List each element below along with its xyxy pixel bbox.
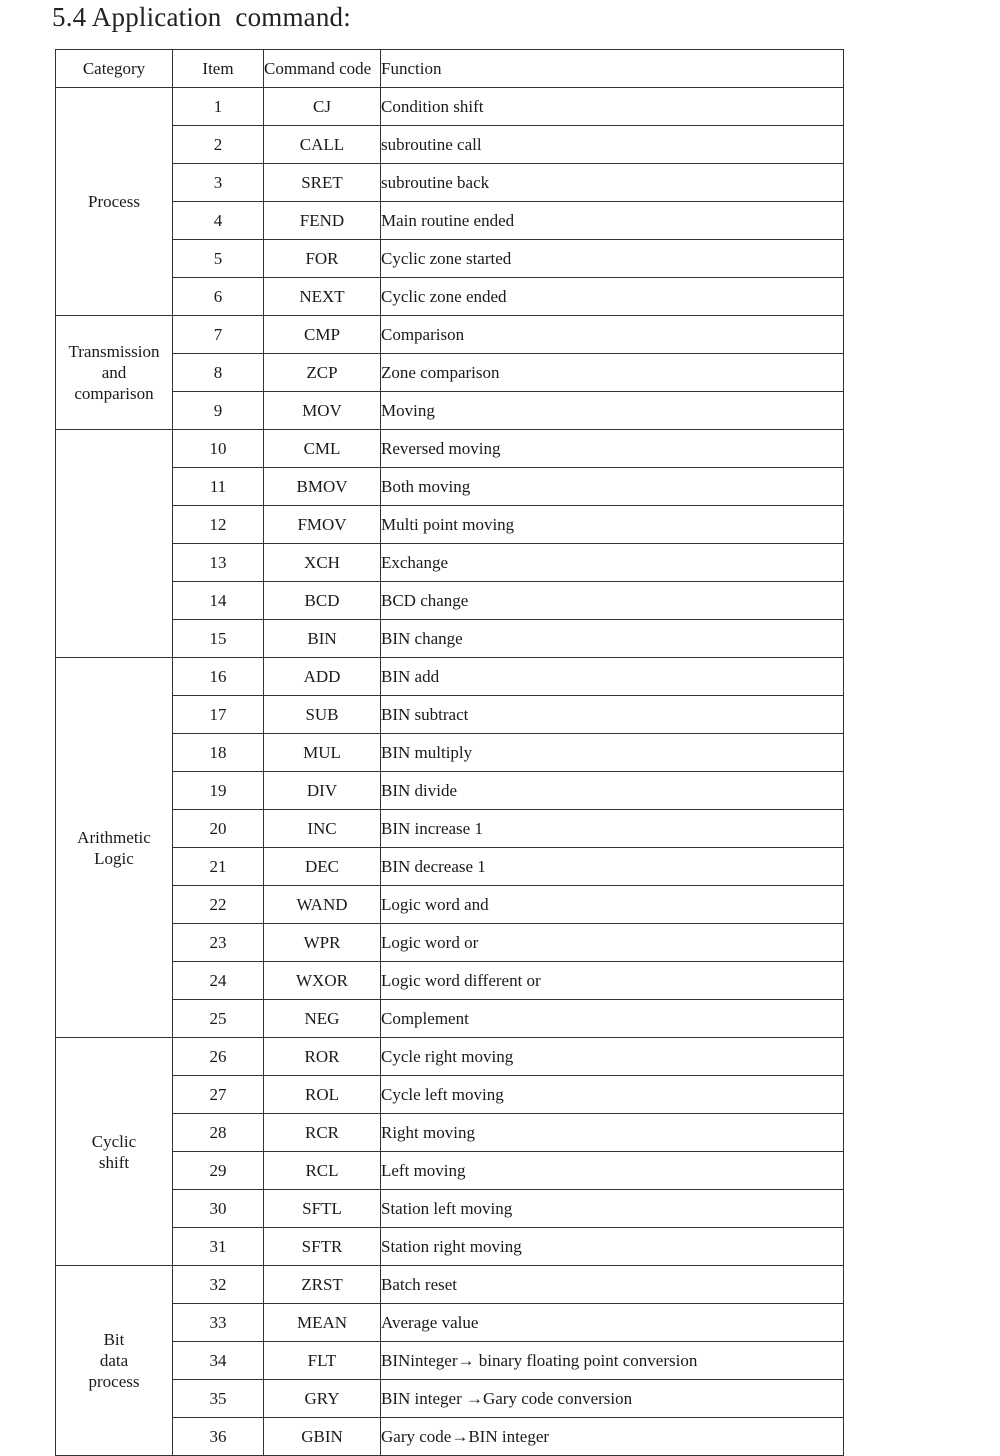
item-number-cell: 26 (173, 1038, 264, 1076)
table-row (56, 392, 844, 430)
command-code-cell: SFTR (264, 1228, 381, 1266)
table-row (56, 1380, 844, 1418)
item-number-cell: 30 (173, 1190, 264, 1228)
command-code-cell: ADD (264, 658, 381, 696)
item-number-cell: 6 (173, 278, 264, 316)
item-number-cell: 8 (173, 354, 264, 392)
function-cell: BINinteger→ binary floating point conversion (381, 1342, 844, 1380)
table-row (56, 1000, 844, 1038)
function-cell: Complement (381, 1000, 844, 1038)
function-cell: Both moving (381, 468, 844, 506)
command-code-cell: DIV (264, 772, 381, 810)
command-code-cell: BIN (264, 620, 381, 658)
command-code-cell: FLT (264, 1342, 381, 1380)
item-number-cell: 12 (173, 506, 264, 544)
item-number-cell: 14 (173, 582, 264, 620)
item-number-cell: 35 (173, 1380, 264, 1418)
item-number-cell: 13 (173, 544, 264, 582)
command-code-cell: BCD (264, 582, 381, 620)
table-row (56, 316, 844, 354)
item-number-cell: 18 (173, 734, 264, 772)
header-category: Category (56, 50, 173, 88)
function-cell: BCD change (381, 582, 844, 620)
item-number-cell: 11 (173, 468, 264, 506)
table-row (56, 240, 844, 278)
table-row (56, 1038, 844, 1076)
category-label: Arithmetic Logic (77, 827, 151, 868)
function-cell: BIN change (381, 620, 844, 658)
item-number-cell: 1 (173, 88, 264, 126)
item-number-cell: 10 (173, 430, 264, 468)
table-row (56, 772, 844, 810)
header-item: Item (173, 50, 264, 88)
command-code-cell: SUB (264, 696, 381, 734)
command-code-cell: MEAN (264, 1304, 381, 1342)
item-number-cell: 36 (173, 1418, 264, 1456)
table-row (56, 886, 844, 924)
item-number-cell: 23 (173, 924, 264, 962)
function-cell: Multi point moving (381, 506, 844, 544)
table-row (56, 544, 844, 582)
command-code-cell: GBIN (264, 1418, 381, 1456)
command-code-cell: MUL (264, 734, 381, 772)
item-number-cell: 3 (173, 164, 264, 202)
function-cell: Gary code→BIN integer (381, 1418, 844, 1456)
item-number-cell: 7 (173, 316, 264, 354)
command-code-cell: WPR (264, 924, 381, 962)
function-cell: Moving (381, 392, 844, 430)
command-code-cell: SRET (264, 164, 381, 202)
command-code-cell: MOV (264, 392, 381, 430)
table-row (56, 1266, 844, 1304)
item-number-cell: 9 (173, 392, 264, 430)
function-cell: Logic word different or (381, 962, 844, 1000)
function-cell: BIN add (381, 658, 844, 696)
table-row (56, 924, 844, 962)
item-number-cell: 29 (173, 1152, 264, 1190)
category-label: Transmission and comparison (68, 342, 160, 403)
function-cell: Cyclic zone started (381, 240, 844, 278)
item-number-cell: 19 (173, 772, 264, 810)
function-cell: Cycle right moving (381, 1038, 844, 1076)
table-row (56, 734, 844, 772)
command-code-cell: NEG (264, 1000, 381, 1038)
item-number-cell: 15 (173, 620, 264, 658)
function-cell: Cycle left moving (381, 1076, 844, 1114)
item-number-cell: 20 (173, 810, 264, 848)
table-row (56, 1228, 844, 1266)
table-row (56, 848, 844, 886)
category-cell (56, 316, 173, 430)
table-row (56, 1190, 844, 1228)
table-row (56, 354, 844, 392)
table-row (56, 810, 844, 848)
category-label: Cyclic shift (91, 1131, 137, 1172)
command-code-cell: INC (264, 810, 381, 848)
function-cell: Left moving (381, 1152, 844, 1190)
command-code-cell: DEC (264, 848, 381, 886)
function-cell: subroutine call (381, 126, 844, 164)
command-code-cell: CALL (264, 126, 381, 164)
table-row (56, 1114, 844, 1152)
function-cell: Right moving (381, 1114, 844, 1152)
table-row (56, 658, 844, 696)
table-body (56, 88, 844, 1456)
command-code-cell: CMP (264, 316, 381, 354)
table-row (56, 88, 844, 126)
item-number-cell: 16 (173, 658, 264, 696)
item-number-cell: 31 (173, 1228, 264, 1266)
function-cell: subroutine back (381, 164, 844, 202)
command-code-cell: BMOV (264, 468, 381, 506)
table-row (56, 430, 844, 468)
table-row (56, 202, 844, 240)
item-number-cell: 27 (173, 1076, 264, 1114)
table-row (56, 126, 844, 164)
function-cell: BIN multiply (381, 734, 844, 772)
function-cell: Average value (381, 1304, 844, 1342)
command-code-cell: ROR (264, 1038, 381, 1076)
function-cell: Logic word or (381, 924, 844, 962)
item-number-cell: 17 (173, 696, 264, 734)
function-cell: BIN divide (381, 772, 844, 810)
category-label: Bit data process (88, 1330, 140, 1391)
command-code-cell: WXOR (264, 962, 381, 1000)
item-number-cell: 24 (173, 962, 264, 1000)
command-table (55, 49, 844, 1456)
category-cell (56, 1266, 173, 1456)
item-number-cell: 32 (173, 1266, 264, 1304)
function-cell: Main routine ended (381, 202, 844, 240)
item-number-cell: 28 (173, 1114, 264, 1152)
function-cell: Station right moving (381, 1228, 844, 1266)
function-cell: Comparison (381, 316, 844, 354)
header-function: Function (381, 50, 844, 88)
command-code-cell: GRY (264, 1380, 381, 1418)
table-row (56, 278, 844, 316)
page-title: 5.4 Application command: (52, 2, 351, 32)
command-code-cell: FOR (264, 240, 381, 278)
header-row (56, 50, 844, 88)
category-cell (56, 1038, 173, 1266)
command-code-cell: WAND (264, 886, 381, 924)
function-cell: Logic word and (381, 886, 844, 924)
function-cell: Zone comparison (381, 354, 844, 392)
table-row (56, 1152, 844, 1190)
command-code-cell: FEND (264, 202, 381, 240)
function-cell: Condition shift (381, 88, 844, 126)
function-cell: BIN increase 1 (381, 810, 844, 848)
item-number-cell: 5 (173, 240, 264, 278)
item-number-cell: 25 (173, 1000, 264, 1038)
function-cell: Batch reset (381, 1266, 844, 1304)
function-cell: Reversed moving (381, 430, 844, 468)
item-number-cell: 2 (173, 126, 264, 164)
category-cell (56, 430, 173, 658)
table-row (56, 164, 844, 202)
header-command-code: Command code (264, 50, 381, 88)
command-code-cell: FMOV (264, 506, 381, 544)
item-number-cell: 34 (173, 1342, 264, 1380)
table-row (56, 1342, 844, 1380)
item-number-cell: 33 (173, 1304, 264, 1342)
table-row (56, 582, 844, 620)
table-row (56, 962, 844, 1000)
category-label: Process (88, 192, 140, 211)
table-row (56, 620, 844, 658)
command-code-cell: RCL (264, 1152, 381, 1190)
function-cell: Cyclic zone ended (381, 278, 844, 316)
function-cell: BIN integer →Gary code conversion (381, 1380, 844, 1418)
table-row (56, 696, 844, 734)
item-number-cell: 4 (173, 202, 264, 240)
command-code-cell: ROL (264, 1076, 381, 1114)
table-row (56, 1304, 844, 1342)
item-number-cell: 21 (173, 848, 264, 886)
table-row (56, 506, 844, 544)
command-code-cell: SFTL (264, 1190, 381, 1228)
function-cell: BIN subtract (381, 696, 844, 734)
command-code-cell: CML (264, 430, 381, 468)
function-cell: BIN decrease 1 (381, 848, 844, 886)
table-row (56, 468, 844, 506)
command-code-cell: CJ (264, 88, 381, 126)
table-row (56, 1076, 844, 1114)
category-cell (56, 88, 173, 316)
table-row (56, 1418, 844, 1456)
command-code-cell: ZRST (264, 1266, 381, 1304)
command-code-cell: RCR (264, 1114, 381, 1152)
category-cell (56, 658, 173, 1038)
function-cell: Exchange (381, 544, 844, 582)
function-cell: Station left moving (381, 1190, 844, 1228)
item-number-cell: 22 (173, 886, 264, 924)
command-code-cell: ZCP (264, 354, 381, 392)
command-code-cell: XCH (264, 544, 381, 582)
command-code-cell: NEXT (264, 278, 381, 316)
